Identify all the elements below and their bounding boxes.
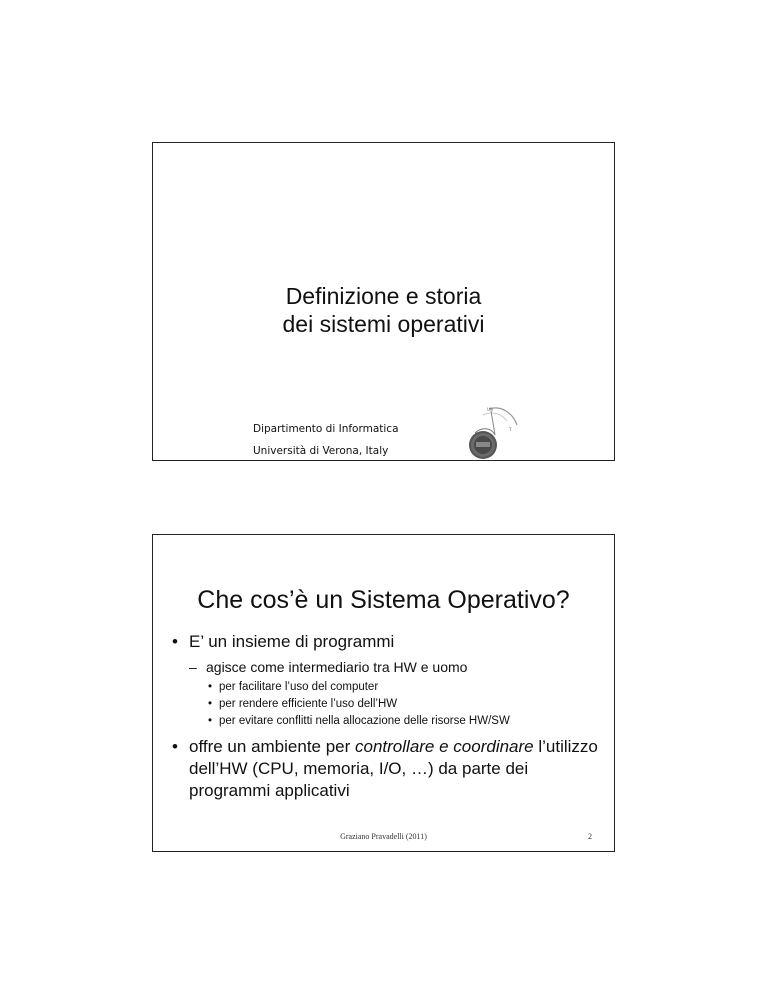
svg-text:UN: UN [487, 407, 493, 412]
svg-text:T: T [509, 427, 512, 432]
bullet-icon: • [172, 632, 178, 651]
dash-icon: – [189, 659, 197, 675]
sub-bullet-text: agisce come intermediario tra HW e uomo [206, 659, 468, 675]
page-number: 2 [588, 832, 592, 841]
sub-bullet-item [189, 658, 602, 676]
institution-info [253, 418, 399, 462]
bullet-text-emphasis: controllare e coordinare [355, 737, 534, 756]
slide-title-line2: dei sistemi operativi [282, 311, 485, 337]
bullet-text: E’ un insieme di programmi [189, 632, 395, 651]
bullet-item [172, 736, 602, 802]
sub-sub-bullet-text: per evitare conflitti nella allocazione delle risorse HW/SW [219, 715, 510, 727]
title-slide [152, 142, 615, 461]
bullet-icon: • [208, 715, 213, 727]
bullet-item [172, 631, 602, 652]
content-slide [152, 534, 615, 852]
sub-sub-bullet-item [208, 680, 602, 694]
department-name: Dipartimento di Informatica [253, 423, 399, 435]
slide-title: Che cos’è un Sistema Operativo? [197, 586, 570, 614]
sub-sub-bullet-item [208, 697, 602, 711]
sub-sub-bullet-text: per facilitare l’uso del computer [219, 681, 379, 693]
slide-body [172, 631, 602, 808]
sub-sub-bullet-text: per rendere efficiente l’uso dell’HW [219, 698, 398, 710]
bullet-icon: • [208, 681, 213, 693]
university-name: Università di Verona, Italy [253, 445, 389, 457]
slide-title [153, 282, 614, 338]
sub-sub-bullet-item [208, 714, 602, 728]
slide-footer: Graziano Pravadelli (2011) [340, 832, 427, 841]
bullet-icon: • [208, 698, 213, 710]
university-seal-icon [461, 405, 523, 463]
slide-title-line1: Definizione e storia [285, 283, 482, 309]
bullet-text-part1: offre un ambiente per [189, 737, 356, 756]
bullet-text-part2: l’utilizzo dell’HW (CPU, memoria, I/O, …) da parte dei programmi applicativi [189, 737, 598, 800]
bullet-icon: • [172, 737, 178, 756]
